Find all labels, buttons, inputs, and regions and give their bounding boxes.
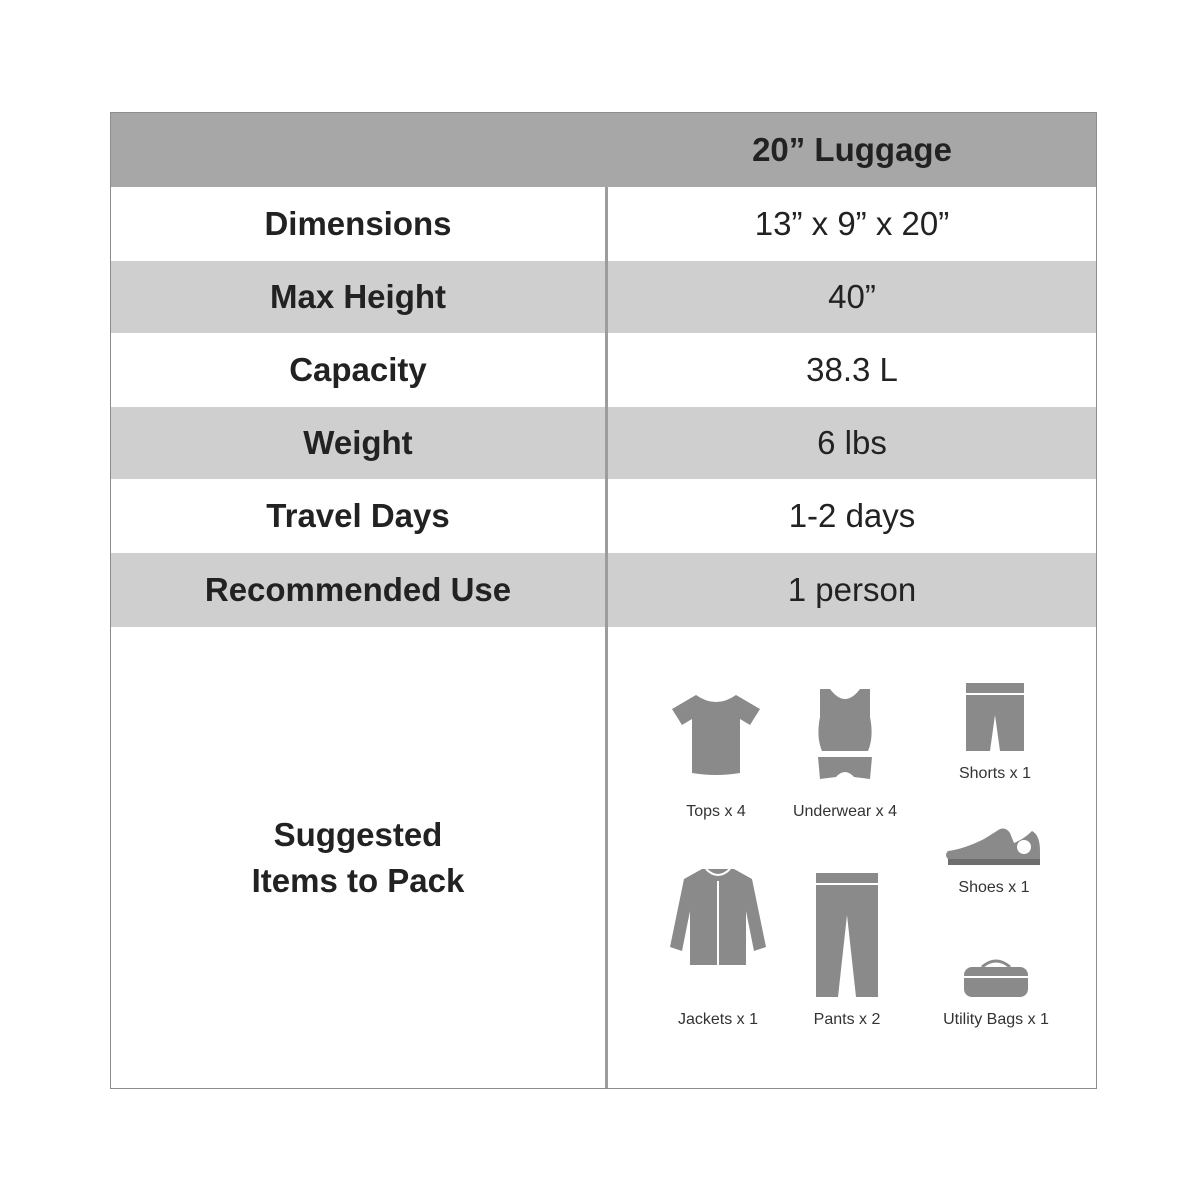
column-title: 20” Luggage	[752, 131, 952, 168]
item-tops	[666, 687, 766, 820]
table-row	[111, 261, 1096, 333]
table-row	[111, 479, 1096, 553]
item-caption: Underwear x 4	[792, 803, 898, 820]
item-jackets	[666, 867, 770, 1037]
items-grid	[608, 627, 1096, 1088]
row-label: Max Height	[269, 278, 447, 315]
table-row	[111, 333, 1096, 407]
table-row	[111, 187, 1096, 261]
row-label: Travel Days	[266, 497, 450, 534]
row-label: Dimensions	[264, 205, 452, 242]
pants-icon	[814, 871, 880, 999]
row-value: 13” x 9” x 20”	[754, 205, 950, 242]
row-value: 38.3 L	[806, 351, 898, 388]
row-label: Capacity	[289, 351, 427, 388]
item-caption: Utility Bags x 1	[943, 1011, 1049, 1028]
row-label: Recommended Use	[204, 571, 512, 608]
row-value: 40”	[828, 278, 876, 315]
spec-table	[110, 112, 1097, 1089]
suggested-label	[252, 812, 465, 904]
shoe-icon	[944, 825, 1044, 869]
header-empty-cell	[111, 113, 608, 187]
table-row	[111, 553, 1096, 627]
item-caption: Tops x 4	[686, 803, 746, 820]
item-utility-bags	[943, 955, 1049, 1045]
item-underwear	[792, 687, 898, 820]
suggested-label-line: Items to Pack	[251, 861, 465, 899]
item-shoes	[944, 825, 1044, 905]
item-caption: Jackets x 1	[677, 1011, 759, 1028]
item-shorts	[960, 681, 1030, 791]
suggested-label-line: Suggested	[273, 815, 443, 853]
tshirt-icon	[666, 687, 766, 777]
jacket-icon	[666, 867, 770, 967]
row-value: 1-2 days	[788, 497, 916, 534]
underwear-icon	[800, 687, 890, 783]
row-value: 6 lbs	[817, 424, 887, 461]
item-pants	[814, 871, 880, 1041]
table-header-row	[111, 113, 1096, 187]
table-row	[111, 407, 1096, 479]
suggested-items-row	[111, 627, 1096, 1088]
suggested-label-cell	[111, 627, 608, 1088]
item-caption: Shorts x 1	[958, 765, 1032, 782]
bag-icon	[960, 955, 1032, 999]
row-value: 1 person	[787, 571, 917, 608]
items-grid-cell	[608, 627, 1096, 1088]
item-caption: Pants x 2	[813, 1011, 881, 1028]
item-caption: Shoes x 1	[958, 879, 1030, 896]
header-title-cell	[608, 113, 1096, 187]
shorts-icon	[960, 681, 1030, 757]
row-label: Weight	[303, 424, 413, 461]
